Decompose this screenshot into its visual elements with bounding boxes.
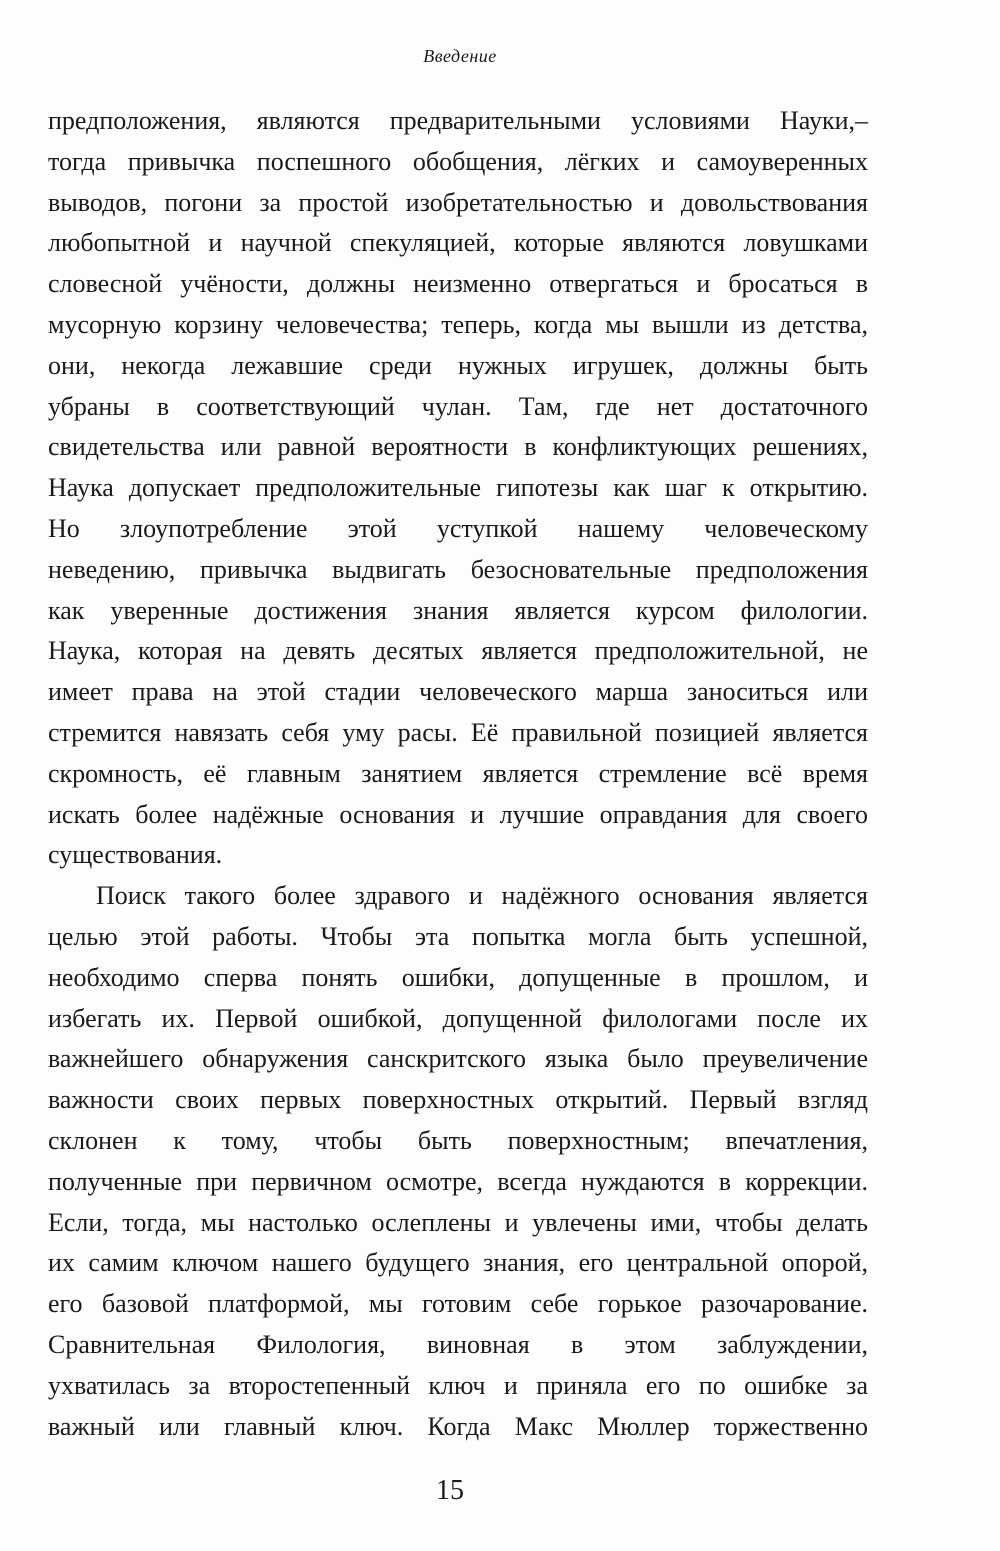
text-line: избегать их. Первой ошибкой, допущенной филологами после их — [48, 1003, 868, 1033]
running-head: Введение — [423, 46, 497, 66]
text-line: Если, тогда, мы настолько ослеплены и увлечены ими, чтобы делать — [48, 1207, 868, 1237]
text-line: стремится навязать себя уму расы. Её правильной позицией является — [48, 717, 868, 747]
text-line: важнейшего обнаружения санскритского языка было преувеличение — [48, 1044, 868, 1074]
text-line: выводов, погони за простой изобретательностью и довольствования — [48, 187, 868, 217]
text-line: Сравнительная Филология, виновная в этом заблуждении, — [48, 1329, 868, 1359]
text-line: словесной учёности, должны неизменно отвергаться и бросаться в — [48, 269, 868, 299]
text-line: убраны в соответствующий чулан. Там, где нет достаточного — [48, 391, 868, 421]
text-line: важный или главный ключ. Когда Макс Мюллер торжественно — [48, 1411, 868, 1441]
body-text — [48, 101, 868, 1447]
paragraph-end-line: существования. — [48, 840, 223, 870]
text-line: важности своих первых поверхностных открытий. Первый взгляд — [48, 1085, 868, 1115]
text-line: Наука, которая на девять десятых является предположительной, не — [48, 636, 868, 666]
text-line: скромность, её главным занятием является стремление всё время — [48, 758, 868, 788]
paragraph-start-line: Поиск такого более здравого и надёжного основания является — [96, 881, 868, 911]
text-line: ухватилась за второстепенный ключ и приняла его по ошибке за — [48, 1370, 868, 1400]
text-line: тогда привычка поспешного обобщения, лёгких и самоуверенных — [48, 146, 868, 176]
text-line: мусорную корзину человечества; теперь, когда мы вышли из детства, — [48, 309, 868, 339]
text-line: имеет права на этой стадии человеческого марша заноситься или — [48, 677, 868, 707]
text-line: предположения, являются предварительными условиями Науки,– — [48, 106, 868, 135]
text-line: неведению, привычка выдвигать безосновательные предположения — [48, 554, 868, 584]
text-line: Но злоупотребление этой уступкой нашему человеческому — [48, 513, 868, 543]
text-line: склонен к тому, чтобы быть поверхностным; впечатления, — [48, 1125, 868, 1155]
text-line: целью этой работы. Чтобы эта попытка могла быть успешной, — [48, 921, 868, 951]
text-line: Наука допускает предположительные гипотезы как шаг к открытию. — [48, 473, 868, 503]
text-line: необходимо сперва понять ошибки, допущенные в прошлом, и — [48, 962, 868, 992]
text-line: полученные при первичном осмотре, всегда нуждаются в коррекции. — [48, 1166, 868, 1196]
page-number: 15 — [436, 1475, 464, 1506]
text-line: их самим ключом нашего будущего знания, его центральной опорой, — [48, 1248, 868, 1278]
text-line: как уверенные достижения знания является курсом филологии. — [48, 595, 868, 625]
text-line: свидетельства или равной вероятности в конфликтующих решениях, — [48, 432, 868, 462]
text-line: его базовой платформой, мы готовим себе горькое разочарование. — [48, 1289, 868, 1319]
text-line: искать более надёжные основания и лучшие оправдания для своего — [48, 799, 868, 829]
text-line: любопытной и научной спекуляцией, которые являются ловушками — [48, 228, 868, 258]
text-line: они, некогда лежавшие среди нужных игрушек, должны быть — [48, 350, 868, 380]
